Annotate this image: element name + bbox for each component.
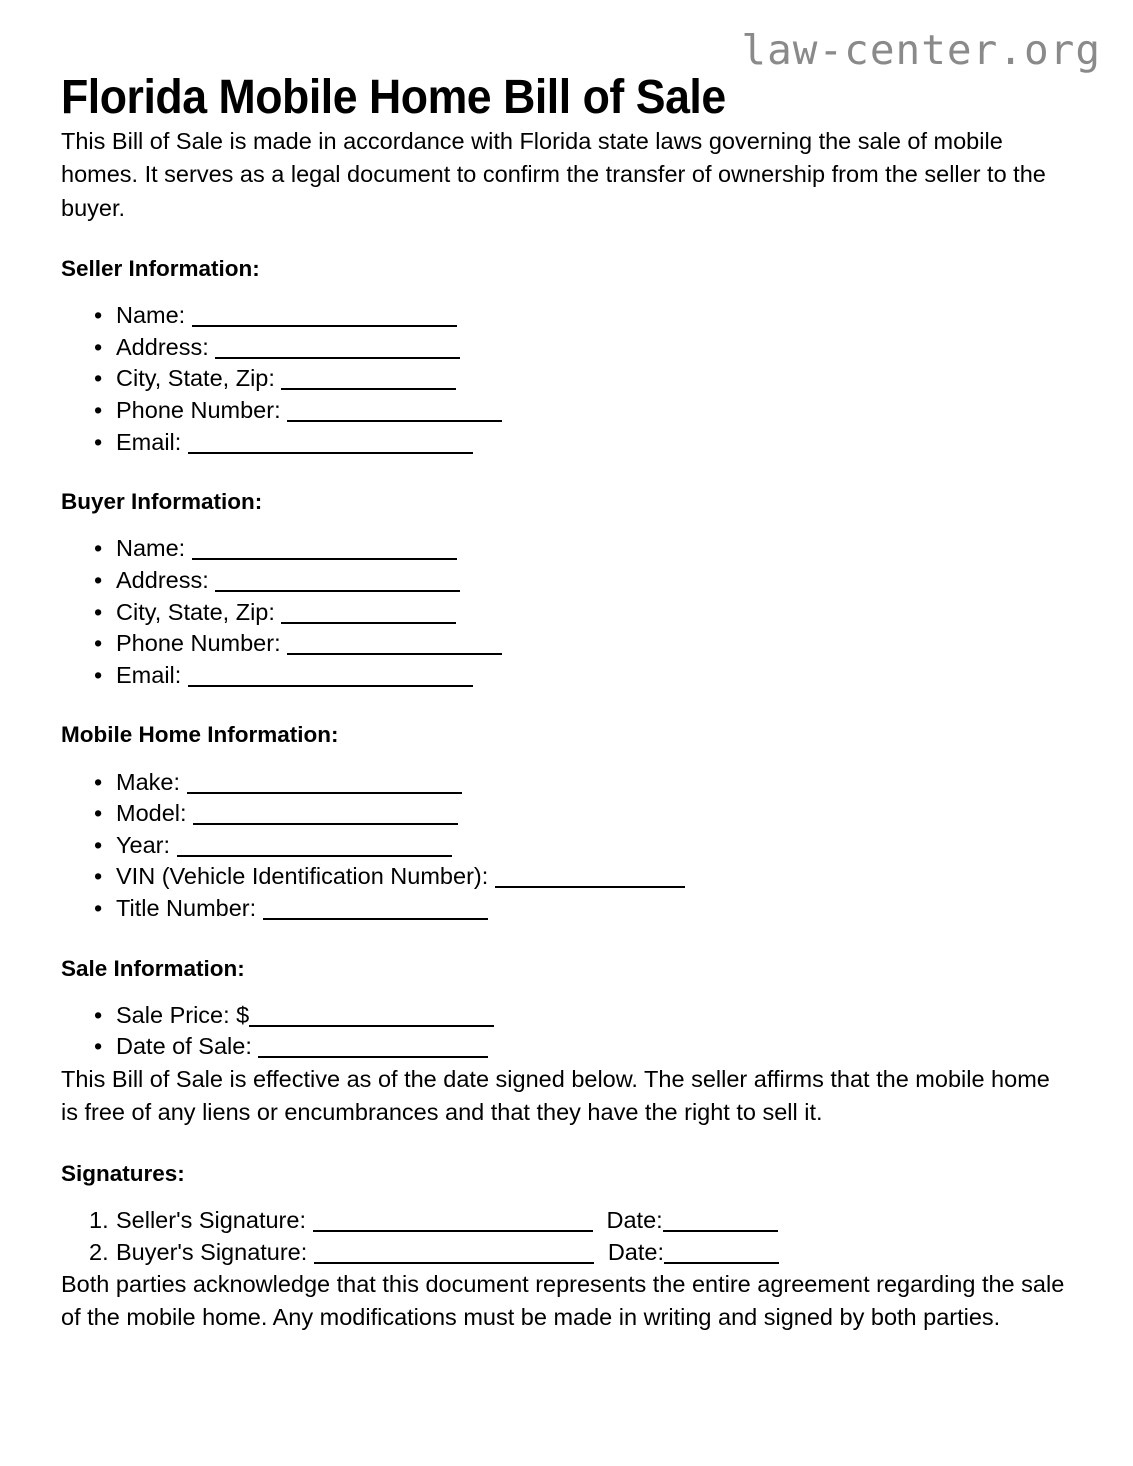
effective-paragraph: This Bill of Sale is effective as of the date signed below. The seller affirms that the mobile home is free of any liens or encumbrances and that they have the right to sell it. [61, 1065, 1050, 1126]
field-blank-line[interactable] [281, 371, 456, 390]
bullet-icon: • [94, 831, 103, 858]
field-blank-line[interactable] [249, 1008, 494, 1027]
field-label: Phone Number: [116, 396, 288, 423]
buyer-field-list [61, 516, 1071, 691]
bullet-icon: • [94, 768, 103, 795]
document-content [61, 0, 1071, 1335]
signature-blank-line[interactable] [313, 1213, 593, 1232]
field-label: Make: [116, 768, 187, 795]
bullet-icon: • [94, 535, 103, 562]
bullet-icon: • [94, 661, 103, 688]
field-blank-line[interactable] [258, 1039, 488, 1058]
field-label: Year: [116, 831, 177, 858]
field-blank-line[interactable] [281, 605, 456, 624]
field-blank-line[interactable] [192, 541, 457, 560]
sale-field-list [61, 983, 1071, 1063]
field-blank-line[interactable] [188, 668, 473, 687]
form-field-row [61, 767, 1071, 799]
page-title: Florida Mobile Home Bill of Sale [61, 71, 726, 124]
seller-field-list [61, 283, 1071, 458]
form-field-row [61, 332, 1071, 364]
site-watermark: law-center.org [741, 26, 1101, 74]
form-field-row [61, 597, 1071, 629]
field-label: Date of Sale: [116, 1033, 259, 1060]
list-number: 2. [89, 1238, 109, 1265]
field-blank-line[interactable] [187, 775, 462, 794]
bullet-icon: • [94, 630, 103, 657]
bullet-icon: • [94, 396, 103, 423]
form-field-row [61, 300, 1071, 332]
form-field-row [61, 830, 1071, 862]
mobile-home-section [61, 691, 1071, 924]
signature-row [61, 1237, 1071, 1269]
form-field-row [61, 427, 1071, 459]
form-field-row [61, 533, 1071, 565]
bullet-icon: • [94, 566, 103, 593]
form-field-row [61, 893, 1071, 925]
field-label: Address: [116, 566, 216, 593]
field-label: Email: [116, 661, 188, 688]
field-label: Phone Number: [116, 630, 288, 657]
signatures-section-heading: Signatures: [61, 1160, 185, 1186]
field-blank-line[interactable] [287, 636, 502, 655]
signature-row [61, 1205, 1071, 1237]
bullet-icon: • [94, 302, 103, 329]
form-field-row [61, 565, 1071, 597]
bullet-icon: • [94, 365, 103, 392]
signature-label: Seller's Signature: [116, 1206, 313, 1233]
field-label: Model: [116, 800, 194, 827]
field-blank-line[interactable] [215, 573, 460, 592]
signature-date-label: Date: [606, 1206, 663, 1233]
field-label: City, State, Zip: [116, 365, 282, 392]
bullet-icon: • [94, 333, 103, 360]
bullet-icon: • [94, 800, 103, 827]
field-label: Email: [116, 428, 188, 455]
field-blank-line[interactable] [192, 308, 457, 327]
seller-section [61, 225, 1071, 458]
seller-section-heading: Seller Information: [61, 255, 260, 281]
sale-section-heading: Sale Information: [61, 955, 245, 981]
field-blank-line[interactable] [263, 901, 488, 920]
signature-label: Buyer's Signature: [116, 1238, 314, 1265]
signature-date-blank-line[interactable] [663, 1213, 778, 1232]
signature-list [61, 1188, 1071, 1268]
bullet-icon: • [94, 894, 103, 921]
field-label: Name: [116, 535, 192, 562]
bullet-icon: • [94, 1033, 103, 1060]
signature-date-label: Date: [607, 1238, 664, 1265]
form-field-row [61, 363, 1071, 395]
field-label: Title Number: [116, 894, 263, 921]
bullet-icon: • [94, 1001, 103, 1028]
field-blank-line[interactable] [495, 869, 685, 888]
buyer-section-heading: Buyer Information: [61, 489, 263, 515]
mobile-home-section-heading: Mobile Home Information: [61, 722, 339, 748]
field-blank-line[interactable] [177, 838, 452, 857]
field-label: Name: [116, 302, 192, 329]
form-field-row [61, 395, 1071, 427]
form-field-row [61, 628, 1071, 660]
form-field-row [61, 1000, 1071, 1032]
field-label: VIN (Vehicle Identification Number): [116, 863, 495, 890]
buyer-section [61, 458, 1071, 691]
form-field-row [61, 1031, 1071, 1063]
signature-date-blank-line[interactable] [664, 1245, 779, 1264]
bullet-icon: • [94, 598, 103, 625]
bullet-icon: • [94, 428, 103, 455]
sale-section [61, 925, 1071, 1063]
form-field-row [61, 660, 1071, 692]
acknowledgement-paragraph: Both parties acknowledge that this document represents the entire agreement regarding the sale of the mobile home. Any modifications must be made in writing and signed by both parties. [61, 1271, 1065, 1331]
list-number: 1. [89, 1206, 109, 1233]
signatures-section [61, 1130, 1071, 1268]
field-label: Sale Price: $ [116, 1001, 250, 1028]
field-blank-line[interactable] [188, 435, 473, 454]
mobile-home-field-list [61, 750, 1071, 925]
field-blank-line[interactable] [287, 403, 502, 422]
field-label: City, State, Zip: [116, 598, 282, 625]
field-label: Address: [116, 333, 216, 360]
signature-blank-line[interactable] [314, 1245, 594, 1264]
field-blank-line[interactable] [193, 806, 458, 825]
intro-paragraph: This Bill of Sale is made in accordance with Florida state laws governing the sale of mobile homes. It serves as a legal document to confirm the transfer of ownership from the seller to the buyer. [61, 127, 1046, 221]
form-field-row [61, 798, 1071, 830]
form-field-row [61, 861, 1071, 893]
field-blank-line[interactable] [215, 340, 460, 359]
bullet-icon: • [94, 863, 103, 890]
